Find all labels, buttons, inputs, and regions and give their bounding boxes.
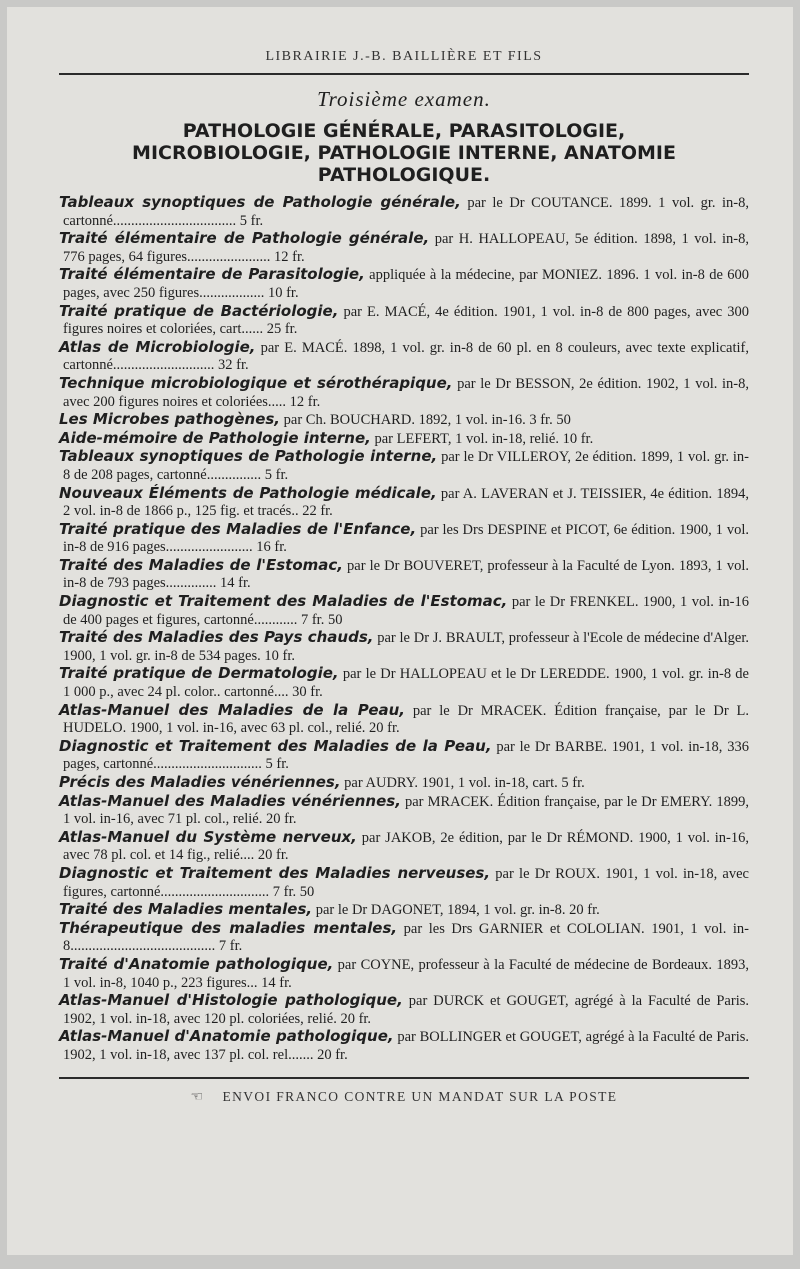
entry-title: Tableaux synoptiques de Pathologie interne, [59,447,438,466]
entry-title: Traité pratique de Bactériologie, [59,301,339,320]
entry-title: Traité pratique de Dermatologie, [59,664,339,683]
catalog-entry [59,485,749,521]
entry-details: par le Dr HALLOPEAU et le Dr LEREDDE. 1900, 1 vol. gr. in-8 de 1 000 p., avec 24 pl. color.. cartonné.... 30 fr. [63,666,749,701]
entry-title: Technique microbiologique et sérothérapique, [59,373,453,392]
entry-details: par le Dr DAGONET, 1894, 1 vol. gr. in-8. 20 fr. [312,902,600,919]
catalog-entry [59,266,749,302]
entry-details: par JAKOB, 2e édition, par le Dr RÉMOND. 1900, 1 vol. in-16, avec 78 pl. col. et 14 fig., relié.... 20 fr. [63,829,750,864]
entry-title: Diagnostic et Traitement des Maladies nerveuses, [59,863,491,882]
footer-text: ENVOI FRANCO CONTRE UN MANDAT SUR LA POSTE [222,1088,618,1104]
entry-details: par le Dr COUTANCE. 1899. 1 vol. gr. in-8, cartonné.................................. 5 fr. [63,195,749,229]
catalog-entry [59,521,749,557]
entry-title: Atlas-Manuel du Système nerveux, [59,827,357,846]
catalog-entry [59,774,749,793]
catalog-entry [59,920,749,956]
entry-details: par le Dr FRENKEL. 1900, 1 vol. in-16 de 400 pages et figures, cartonné............ 7 fr. 50 [63,594,749,628]
exam-title: Troisième examen. [317,87,491,111]
entry-details: par le Dr ROUX. 1901, 1 vol. in-18, avec figures, cartonné.............................. 7 fr. 50 [63,865,749,900]
entry-title: Traité des Maladies des Pays chauds, [59,628,374,647]
catalog-entry [59,829,749,865]
entry-details: par le Dr BARBE. 1901, 1 vol. in-18, 336 pages, cartonné.............................. 5 fr. [63,738,749,773]
catalog-entry [59,793,749,829]
catalog-entry [59,375,749,411]
entry-title: Diagnostic et Traitement des Maladies de la Peau, [59,736,492,755]
entry-details: par LEFERT, 1 vol. in-18, relié. 10 fr. [370,430,594,447]
catalog-entry [59,411,749,430]
entry-title: Atlas-Manuel d'Anatomie pathologique, [59,1027,394,1046]
catalog-entry [59,665,749,701]
catalog-entries [59,194,749,1065]
catalog-entry [59,738,749,774]
header-rule [59,73,749,75]
entry-details: par A. LAVERAN et J. TEISSIER, 4e édition. 1894, 2 vol. in-8 de 1866 p., 125 fig. et tracés.. 22 fr. [63,485,749,520]
entry-title: Atlas-Manuel des Maladies de la Peau, [59,700,405,719]
entry-title: Diagnostic et Traitement des Maladies de l'Estomac, [59,592,508,611]
entry-details: par MRACEK. Édition française, par le Dr EMERY. 1899, 1 vol. in-16, avec 71 pl. col., relié. 20 fr. [63,793,749,828]
entry-details: par E. MACÉ. 1898, 1 vol. gr. in-8 de 60 pl. en 8 couleurs, avec texte explicatif, cartonné............................ 32 fr. [63,339,749,374]
entry-details: par DURCK et GOUGET, agrégé à la Faculté de Paris. 1902, 1 vol. in-18, avec 120 pl. coloriées, relié. 20 fr. [63,993,749,1027]
catalog-entry [59,629,749,665]
section-heading-line: MICROBIOLOGIE, PATHOLOGIE INTERNE, ANATOMIE [132,142,676,164]
catalog-entry [59,593,749,629]
entry-title: Atlas de Microbiologie, [59,337,256,356]
entry-title: Thérapeutique des maladies mentales, [59,918,398,937]
catalog-entry [59,194,749,230]
entry-details: par AUDRY. 1901, 1 vol. in-18, cart. 5 fr. [340,775,585,791]
entry-details: par le Dr BOUVERET, professeur à la Faculté de Lyon. 1893, 1 vol. in-8 de 793 pages.............. 14 fr. [63,557,749,592]
catalog-entry [59,901,749,920]
entry-title: Atlas-Manuel des Maladies vénériennes, [59,791,401,810]
section-heading [59,120,749,186]
section-heading-line: PATHOLOGIQUE. [317,164,491,186]
entry-title: Nouveaux Éléments de Pathologie médicale, [59,483,437,502]
entry-title: Tableaux synoptiques de Pathologie générale, [59,193,461,211]
entry-details: par E. MACÉ, 4e édition. 1901, 1 vol. in-8 de 800 pages, avec 300 figures noires et coloriées, cart...... 25 fr. [63,303,749,338]
entry-title: Les Microbes pathogènes, [59,410,281,429]
catalog-entry [59,956,749,992]
entry-details: par le Dr MRACEK. Édition française, par le Dr L. HUDELO. 1900, 1 vol. in-16, avec 63 pl. col., relié. 20 fr. [63,702,750,737]
entry-details: par Ch. BOUCHARD. 1892, 1 vol. in-16. 3 fr. 50 [280,412,571,429]
catalog-entry [59,865,749,901]
section-heading-line: PATHOLOGIE GÉNÉRALE, PARASITOLOGIE, [182,120,626,142]
footer-rule [59,1077,749,1079]
page-footer [59,1089,749,1106]
catalog-entry [59,702,749,738]
entry-details: par le Dr BESSON, 2e édition. 1902, 1 vol. in-8, avec 200 figures noires et coloriées..... 12 fr. [63,375,749,410]
entry-details: par BOLLINGER et GOUGET, agrégé à la Faculté de Paris. 1902, 1 vol. in-18, avec 137 pl. col. rel....... 20 fr. [63,1029,749,1063]
entry-details: par les Drs DESPINE et PICOT, 6e édition. 1900, 1 vol. in-8 de 916 pages........................ 16 fr. [63,521,749,556]
entry-details: par COYNE, professeur à la Faculté de médecine de Bordeaux. 1893, 1 vol. in-8, 1040 p., 223 figures... 14 fr. [63,956,749,991]
entry-title: Traité des Maladies mentales, [59,900,313,919]
entry-title: Aide-mémoire de Pathologie interne, [59,428,371,447]
entry-details: par le Dr J. BRAULT, professeur à l'Ecole de médecine d'Alger. 1900, 1 vol. gr. in-8 de 534 pages. 10 fr. [63,630,749,664]
catalog-entry [59,339,749,375]
catalog-entry [59,448,749,484]
catalog-entry [59,992,749,1028]
entry-title: Atlas-Manuel d'Histologie pathologique, [59,991,403,1010]
entry-details: appliquée à la médecine, par MONIEZ. 1896. 1 vol. in-8 de 600 pages, avec 250 figures.................. 10 fr. [63,267,750,301]
entry-title: Traité des Maladies de l'Estomac, [59,555,343,574]
catalog-entry [59,230,749,266]
catalog-entry [59,303,749,339]
entry-details: par H. HALLOPEAU, 5e édition. 1898, 1 vol. in-8, 776 pages, 64 figures....................... 12 fr. [63,231,749,265]
entry-details: par le Dr VILLEROY, 2e édition. 1899, 1 vol. gr. in-8 de 208 pages, cartonné............... 5 fr. [63,449,749,483]
pointing-hand-icon: ☜ [190,1089,205,1105]
entry-title: Précis des Maladies vénériennes, [59,773,341,791]
catalog-entry [59,430,749,449]
catalog-entry [59,1028,749,1064]
book-page [7,7,793,1255]
entry-title: Traité élémentaire de Parasitologie, [59,265,365,284]
catalog-entry [59,557,749,593]
entry-title: Traité élémentaire de Pathologie générale, [59,229,430,248]
running-head: LIBRAIRIE J.-B. BAILLIÈRE ET FILS [265,49,543,64]
entry-details: par les Drs GARNIER et COLOLIAN. 1901, 1 vol. in-8........................................ 7 fr. [63,920,749,955]
entry-title: Traité pratique des Maladies de l'Enfance, [59,519,417,538]
entry-title: Traité d'Anatomie pathologique, [59,954,334,973]
